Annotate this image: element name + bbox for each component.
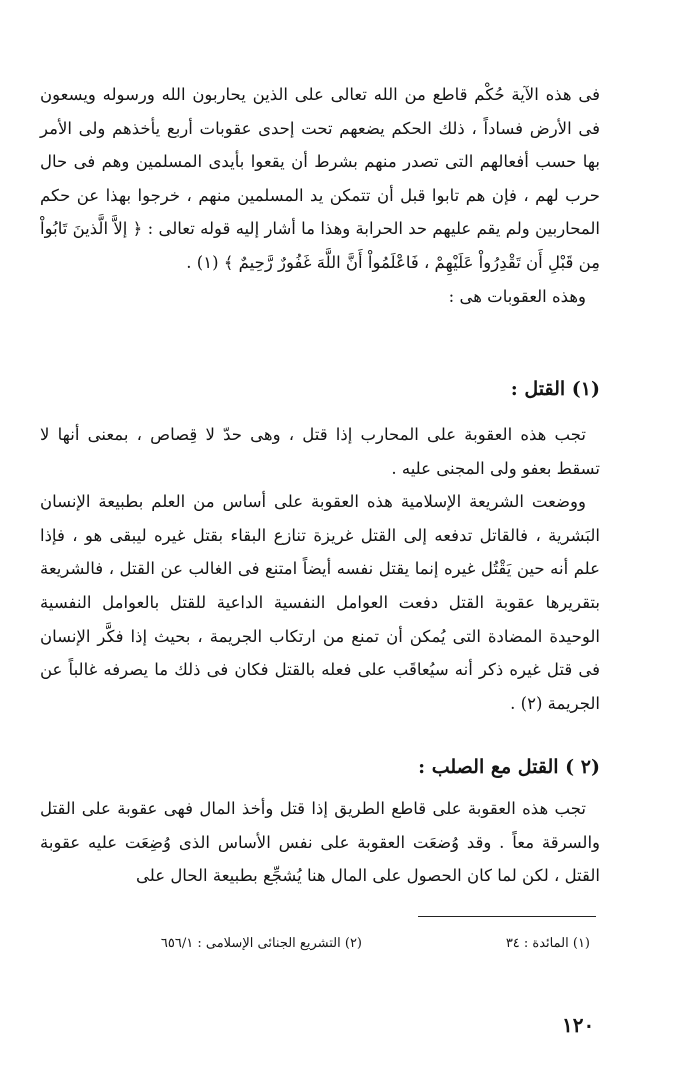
punishments-intro-line: وهذه العقوبات هى : bbox=[448, 286, 586, 306]
killing-paragraph-2: ووضعت الشريعة الإسلامية هذه العقوبة على أساس من العلم بطبيعة الإنسان البَشرية ، فالقاتل تدفعه إلى القتل غريزة تنازع البقاء بقتل غيره ليبقى هو ، فإذا علم أنه حين يَقْتُل غيره إنما يقتل نفسه أيضاً امتنع فى الغالب عن القتل ، فالشريعة بتقريرها عقوبة القتل دفعت العوامل النفسية الداعية للقتل بالعوامل النفسية الوحيدة المضادة التى يُمكن أن تمنع من ارتكاب الجريمة ، بحيث إذا فكَّر الإنسان فى قتل غيره ذكر أنه سيُعاقَب على فعله بالقتل فكان فى ذلك ما يصرفه غالباً عن الجريمة (٢) . bbox=[40, 492, 600, 713]
verse-commentary-paragraph: فى هذه الآية حُكْم قاطع من الله تعالى على الذين يحاربون الله ورسوله ويسعون فى الأرض فساداً ، ذلك الحكم يضعهم تحت إحدى عقوبات أربع يأخذهم ولى الأمر بها حسب أفعالهم التى تصدر منهم بشرط أن يقعوا بأيدى المسلمين وهم فى حال حرب لهم ، فإن هم تابوا قبل أن تتمكن يد المسلمين منهم ، خرجوا بهذا عن حكم المحاربين ولم يقم عليهم حد الحرابة وهذا ما أشار إليه قوله تعالى : ﴿ إلاَّ الَّذينَ تَابُواْ مِن قَبْلِ أَن تَقْدِرُواْ عَلَيْهِمْ ، فَاعْلَمُواْ أَنَّ اللَّهَ غَفُورٌ رَّحِيمٌ ﴾ (١) . bbox=[40, 85, 600, 272]
killing-section bbox=[40, 418, 600, 720]
footnote-2: (٢) التشريع الجنائى الإسلامى : ٦٥٦/١ bbox=[160, 936, 362, 951]
page-number: ١٢٠ bbox=[562, 1013, 595, 1037]
killing-paragraph-1: تجب هذه العقوبة على المحارب إذا قتل ، وهى حدّ لا قِصاص ، بمعنى أنها لا تسقط بعفو ولى المجنى عليه . bbox=[40, 425, 600, 478]
footnote-1: (١) المائدة : ٣٤ bbox=[505, 936, 590, 951]
heading-killing-crucifixion: (٢ ) القتل مع الصلب : bbox=[418, 756, 600, 778]
crucifixion-paragraph: تجب هذه العقوبة على قاطع الطريق إذا قتل وأخذ المال فهى عقوبة على القتل والسرقة معاً . وقد وُضعَت العقوبة على نفس الأساس الذى وُضِعَت عليه عقوبة القتل ، لكن لما كان الحصول على المال هنا يُشجِّع بطبيعة الحال على bbox=[40, 799, 600, 886]
heading-killing: (١) القتل : bbox=[510, 378, 600, 400]
footnote-divider bbox=[418, 916, 596, 917]
opening-section bbox=[40, 78, 600, 313]
crucifixion-section bbox=[40, 792, 600, 893]
